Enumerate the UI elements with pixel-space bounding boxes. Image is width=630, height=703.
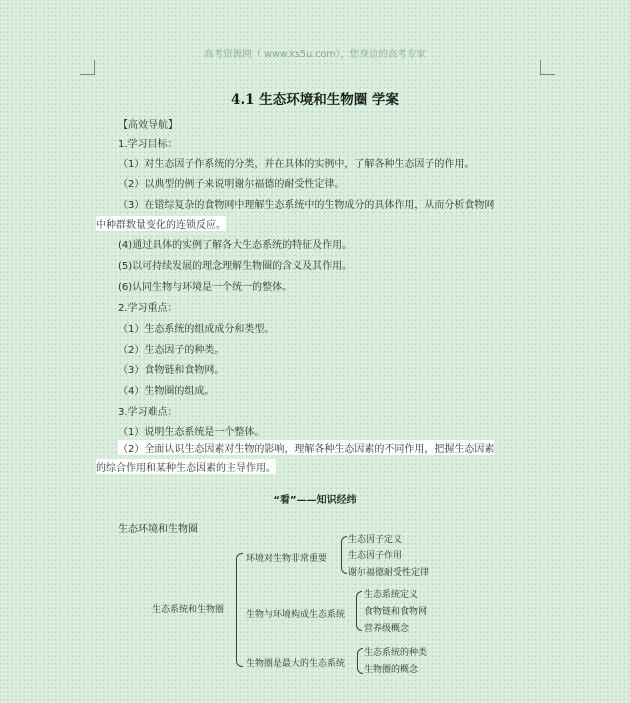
difficulties-heading: 3.学习难点： <box>118 407 178 418</box>
key-point-item: （1）生态系统的组成成分和类型。 <box>118 324 275 335</box>
map-leaf: 营养级概念 <box>364 624 410 634</box>
map-branch: 生物圈是最大的生态系统 <box>246 659 346 669</box>
map-leaf: 食物链和食物网 <box>364 607 428 617</box>
section-title: “看”——知识经纬 <box>273 495 357 506</box>
key-point-item: （2）生态因子的种类。 <box>118 345 225 356</box>
page-header: 高考资源网（ www.ks5u.com），您身边的高考专家 <box>204 49 426 60</box>
goal-item: （3）在错综复杂的食物网中理解生态系统中的生物成分的具体作用，从而分析食物网 <box>118 200 495 211</box>
goal-item: (4)通过具体的实例了解各大生态系统的特征及作用。 <box>118 240 353 251</box>
map-leaf: 生物圈的概念 <box>364 665 419 675</box>
margin-corner-left <box>80 60 95 75</box>
goal-item: (6)认同生物与环境是一个统一的整体。 <box>118 282 293 293</box>
map-branch-brace <box>341 536 347 574</box>
key-points-heading: 2.学习重点： <box>118 303 178 314</box>
margin-corner-right <box>540 60 555 75</box>
nav-heading: 【高效导航】 <box>118 120 178 131</box>
difficulty-item-continued: 的综合作用和某种生态因素的主导作用。 <box>96 459 276 474</box>
goal-item-continued: 中种群数量变化的连锁反应。 <box>96 216 226 231</box>
document-title: 4.1 生态环境和生物圈 学案 <box>231 92 399 108</box>
difficulty-item: （2）全面认识生态因素对生物的影响，理解各种生态因素的不同作用，把握生态因素 <box>118 440 494 455</box>
map-branch-brace <box>356 591 362 631</box>
section-subtitle: 生态环境和生物圈 <box>118 524 198 535</box>
map-leaf: 生态因子定义 <box>348 535 403 545</box>
map-leaf: 生态系统的种类 <box>364 648 428 658</box>
difficulty-item: （1）说明生态系统是一个整体。 <box>118 427 265 438</box>
goal-item: （2）以典型的例子来说明谢尔福德的耐受性定律。 <box>118 179 345 190</box>
goals-heading: 1.学习目标： <box>118 139 178 150</box>
goal-item: （1）对生态因子作系统的分类，并在具体的实例中，了解各种生态因子的作用。 <box>118 159 475 170</box>
map-branch: 环境对生物非常重要 <box>246 554 328 564</box>
key-point-item: （3）食物链和食物网。 <box>118 365 225 376</box>
map-leaf: 生态系统定义 <box>364 590 419 600</box>
key-point-item: （4）生物圈的组成。 <box>118 386 215 397</box>
map-branch-brace <box>357 648 363 674</box>
map-leaf: 谢尔福德耐受性定律 <box>348 568 430 578</box>
map-root-brace <box>236 553 243 667</box>
map-branch: 生物与环境构成生态系统 <box>246 610 346 620</box>
goal-item: (5)以可持续发展的理念理解生物圈的含义及其作用。 <box>118 261 353 272</box>
map-leaf: 生态因子作用 <box>348 551 403 561</box>
map-root: 生态系统和生物圈 <box>152 605 225 615</box>
